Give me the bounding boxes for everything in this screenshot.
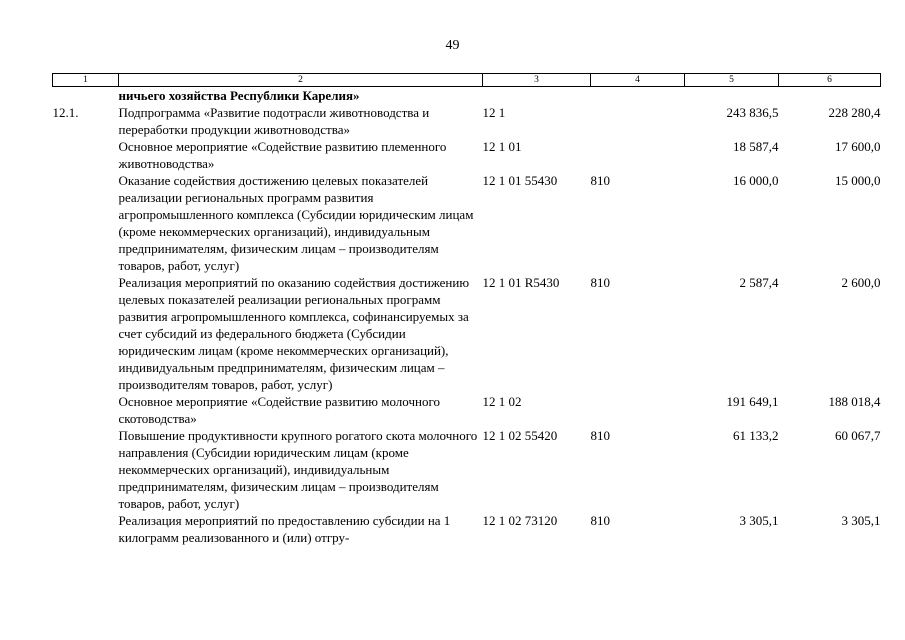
- row-code: 12 1 02 73120: [482, 513, 558, 528]
- table-row: [53, 172, 881, 274]
- row-expense-type: 810: [590, 275, 610, 290]
- row-name: Повышение продуктивности крупного рогатого скота молочного направления (Субсидии юридическим лицам (кроме некоммерческих организаций), индивидуальным предпринимателям, физическим лицам – производителям товаров, работ, услуг): [118, 428, 478, 511]
- header-col-4: 4: [591, 74, 685, 87]
- row-code: [483, 87, 591, 105]
- row-code: 12 1 01: [482, 139, 522, 154]
- budget-table: [52, 73, 881, 546]
- row-name: Оказание содействия достижению целевых показателей реализации региональных программ развития агропромышленного комплекса (Субсидии юридическим лицам (кроме некоммерческих организаций), индивидуальным предпринимателям, физическим лицам – производителям товаров, работ, услуг): [118, 173, 474, 273]
- row-expense-type: [591, 104, 685, 138]
- row-amount-1: 243 836,5: [726, 105, 779, 120]
- row-code: 12 1 02 55420: [482, 428, 558, 443]
- header-col-6: 6: [779, 74, 881, 87]
- row-expense-type: 810: [590, 173, 610, 188]
- row-name: Основное мероприятие «Содействие развитию племенного животноводства»: [118, 139, 447, 171]
- row-amount-1: 191 649,1: [726, 394, 779, 409]
- row-expense-type: [591, 87, 685, 105]
- row-number: [53, 274, 119, 393]
- row-code: 12 1: [482, 105, 506, 120]
- row-number: 12.1.: [52, 105, 79, 120]
- table-row: [53, 393, 881, 427]
- row-amount-1: [685, 87, 779, 105]
- row-amount-2: 15 000,0: [835, 173, 881, 188]
- row-number: [53, 427, 119, 512]
- row-amount-2: 60 067,7: [835, 428, 881, 443]
- row-number: [53, 172, 119, 274]
- row-amount-2: 188 018,4: [828, 394, 881, 409]
- table-row: [53, 427, 881, 512]
- row-amount-1: 2 587,4: [739, 275, 779, 290]
- row-expense-type: [591, 138, 685, 172]
- row-name: Реализация мероприятий по предоставлению субсидии на 1 килограмм реализованного и (или) отгру-: [118, 513, 451, 545]
- row-amount-1: 16 000,0: [733, 173, 779, 188]
- row-name: Реализация мероприятий по оказанию содействия достижению целевых показателей реализации региональных программ развития агропромышленного комплекса, софинансируемых за счет субсидий из федерального бюджета (Субсидии юридическим лицам (кроме некоммерческих организаций), индивидуальным предпринимателям, физическим лицам – производителям товаров, работ, услуг): [118, 275, 470, 392]
- header-col-3: 3: [483, 74, 591, 87]
- header-row: [53, 74, 881, 87]
- row-expense-type: [591, 393, 685, 427]
- table-row: [53, 138, 881, 172]
- header-col-1: 1: [53, 74, 119, 87]
- row-amount-2: 228 280,4: [828, 105, 881, 120]
- page-number: 49: [445, 38, 460, 53]
- table-row: [53, 512, 881, 546]
- row-number: [53, 87, 119, 105]
- row-code: 12 1 02: [482, 394, 522, 409]
- row-expense-type: 810: [590, 513, 610, 528]
- table-row: [53, 104, 881, 138]
- header-col-5: 5: [685, 74, 779, 87]
- row-number: [53, 393, 119, 427]
- row-amount-1: 18 587,4: [733, 139, 779, 154]
- row-name: ничьего хозяйства Республики Карелия»: [118, 88, 360, 103]
- row-amount-2: 17 600,0: [835, 139, 881, 154]
- table-row: [53, 274, 881, 393]
- row-amount-2: 2 600,0: [841, 275, 881, 290]
- row-number: [53, 512, 119, 546]
- row-code: 12 1 01 R5430: [482, 275, 560, 290]
- row-amount-1: 61 133,2: [733, 428, 779, 443]
- row-amount-2: 3 305,1: [841, 513, 881, 528]
- row-number: [53, 138, 119, 172]
- header-col-2: 2: [119, 74, 483, 87]
- row-name: Основное мероприятие «Содействие развитию молочного скотоводства»: [118, 394, 440, 426]
- table-row: [53, 87, 881, 105]
- row-code: 12 1 01 55430: [482, 173, 558, 188]
- row-amount-2: [779, 87, 881, 105]
- row-expense-type: 810: [590, 428, 610, 443]
- row-amount-1: 3 305,1: [739, 513, 779, 528]
- row-name: Подпрограмма «Развитие подотрасли животноводства и переработки продукции животноводства»: [118, 105, 430, 137]
